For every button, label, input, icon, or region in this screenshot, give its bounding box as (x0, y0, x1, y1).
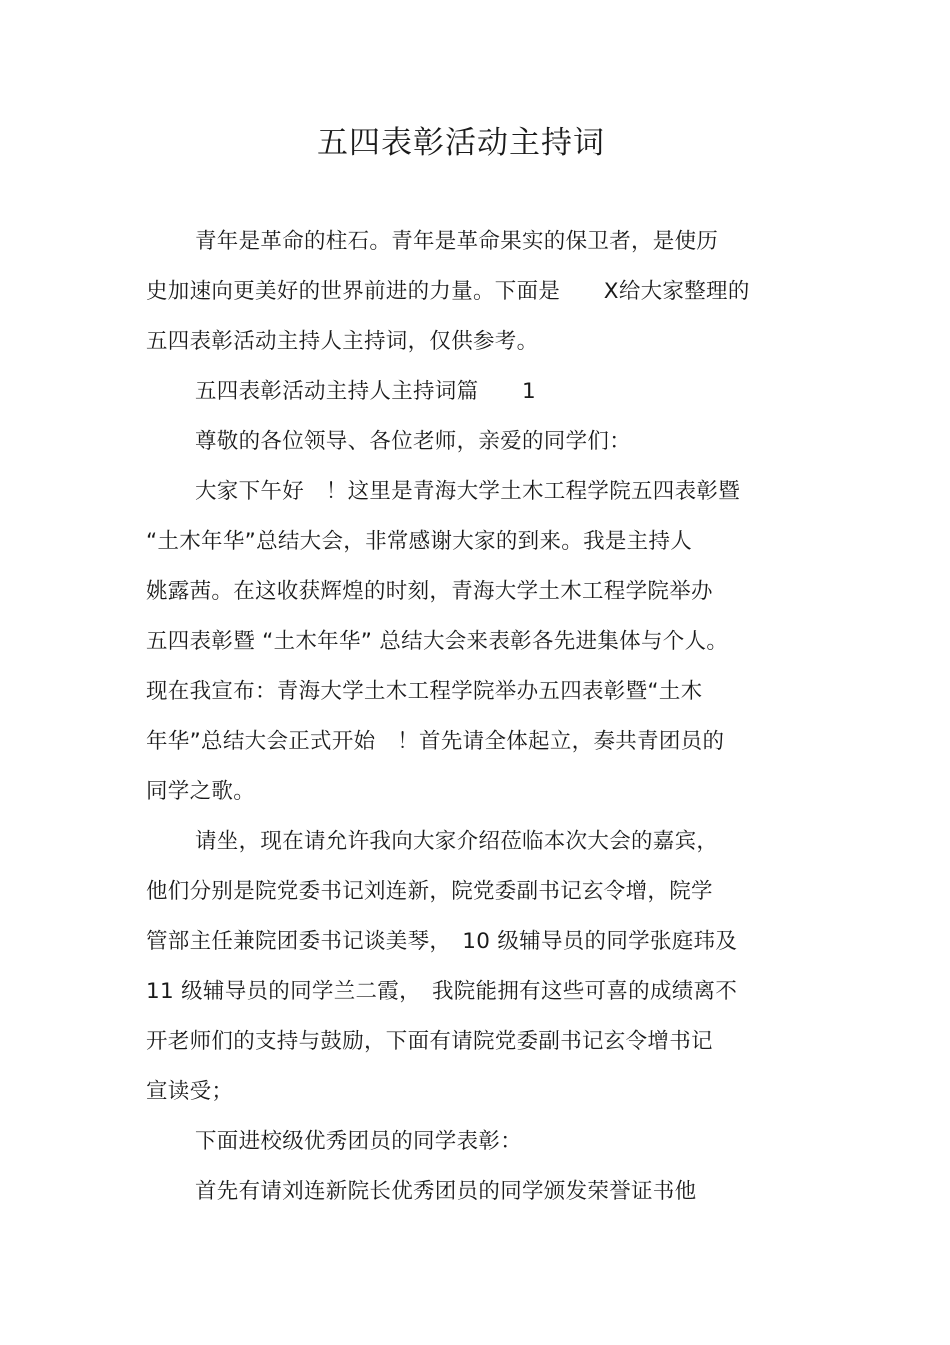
paragraph-line: 大家下午好 ！这里是青海大学土木工程学院五四表彰暨 (195, 479, 741, 504)
paragraph-line: 现在我宣布：青海大学土木工程学院举办五四表彰暨“土木 (146, 679, 703, 704)
document-title: 五四表彰活动主持词 (317, 125, 605, 161)
paragraph-line: “土木年华”总结大会，非常感谢大家的到来。我是主持人 (146, 529, 693, 554)
salutation-line: 尊敬的各位领导、各位老师，亲爱的同学们： (195, 429, 632, 454)
paragraph-line: 他们分别是院党委书记刘连新，院党委副书记玄令增，院学 (146, 879, 713, 904)
paragraph-line: 年华”总结大会正式开始 ！首先请全体起立，奏共青团员的 (146, 729, 725, 754)
paragraph-line: 开老师们的支持与鼓励，下面有请院党委副书记玄令增书记 (146, 1029, 713, 1054)
paragraph-line: 同学之歌。 (146, 779, 256, 804)
paragraph-line: 五四表彰暨 “土木年华” 总结大会来表彰各先进集体与个人。 (146, 629, 729, 654)
paragraph-line: 11 级辅导员的同学兰二霞， 我院能拥有这些可喜的成绩离不 (146, 979, 738, 1004)
section-heading: 五四表彰活动主持人主持词篇 1 (195, 379, 536, 404)
paragraph-line: 下面进校级优秀团员的同学表彰： (195, 1129, 523, 1154)
paragraph-line: 姚露茜。在这收获辉煌的时刻，青海大学土木工程学院举办 (146, 579, 713, 604)
paragraph-line: 五四表彰活动主持人主持词，仅供参考。 (146, 329, 539, 354)
paragraph-line: 管部主任兼院团委书记谈美琴， 10 级辅导员的同学张庭玮及 (146, 929, 738, 954)
paragraph-line: 请坐，现在请允许我向大家介绍莅临本次大会的嘉宾， (195, 829, 719, 854)
paragraph-line: 史加速向更美好的世界前进的力量。下面是 X给大家整理的 (146, 279, 750, 304)
paragraph-line: 宣读受； (146, 1079, 234, 1104)
paragraph-line: 青年是革命的柱石。青年是革命果实的保卫者，是使历 (195, 229, 719, 254)
paragraph-line: 首先有请刘连新院长优秀团员的同学颁发荣誉证书他 (195, 1179, 697, 1204)
